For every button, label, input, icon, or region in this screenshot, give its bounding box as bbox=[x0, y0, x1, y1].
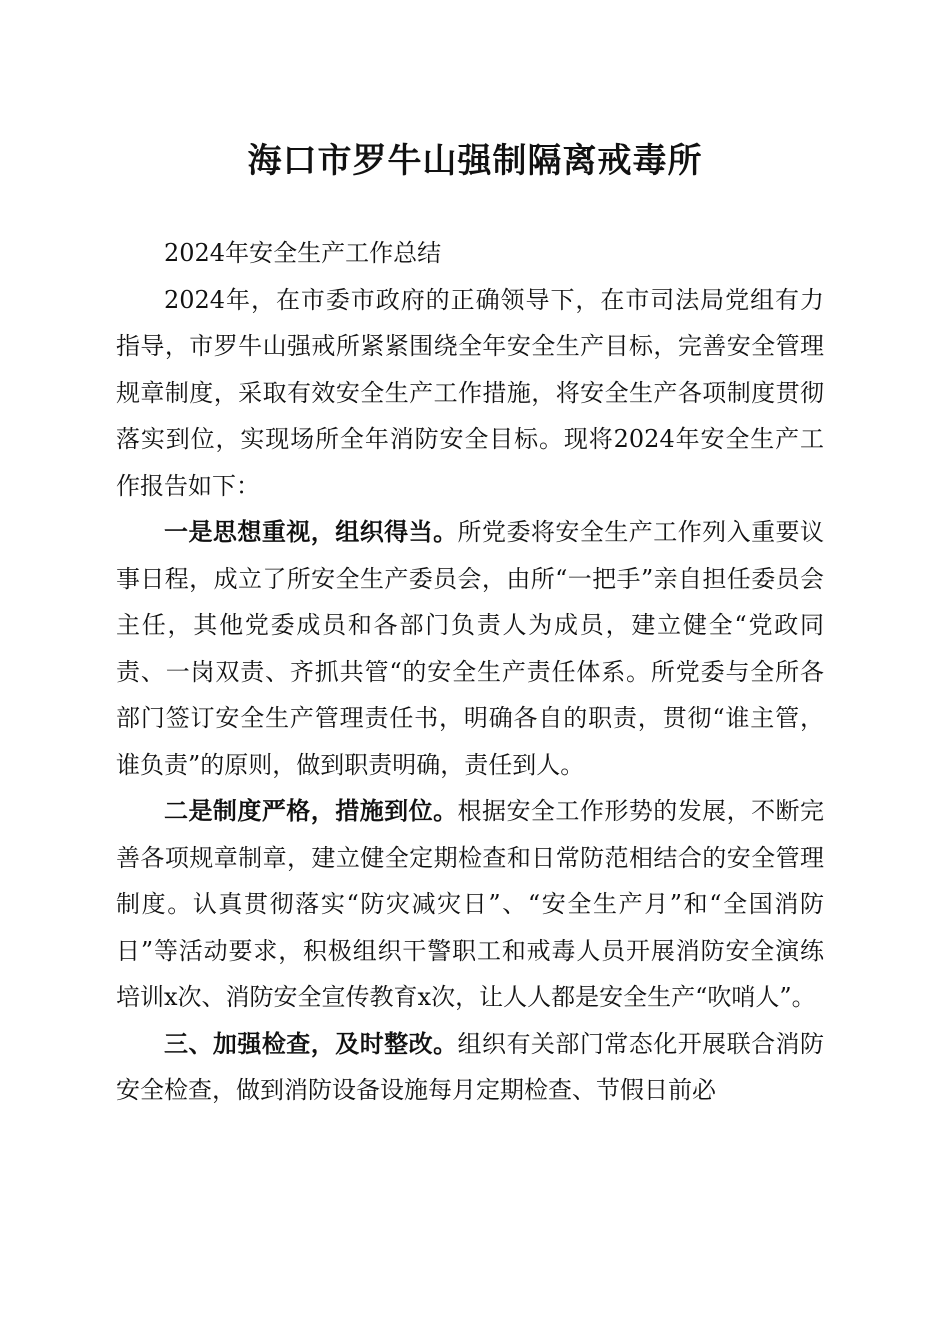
section-paragraph-2 bbox=[116, 788, 824, 1021]
section-text-1: 所党委将安全生产工作列入重要议事日程，成立了所安全生产委员会，由所“一把手”亲自担任委员会主任，其他党委成员和各部门负责人为成员，建立健全“党政同责、一岗双责、齐抓共管“的安全生产责任体系。所党委与全所各部门签订安全生产管理责任书，明确各自的职责，贯彻“谁主管，谁负责”的原则，做到职责明确，责任到人。 bbox=[116, 518, 825, 779]
section-text-2: 根据安全工作形势的发展，不断完善各项规章制章，建立健全定期检查和日常防范相结合的安全管理制度。认真贯彻落实“防灾减灾日”、“安全生产月”和“全国消防日”等活动要求，积极组织干警职工和戒毒人员开展消防安全演练培训x次、消防安全宣传教育x次，让人人都是安全生产“吹哨人”。 bbox=[116, 797, 825, 1011]
section-lead-3: 三、加强检查，及时整改。 bbox=[164, 1028, 458, 1058]
section-paragraph-1 bbox=[116, 509, 824, 788]
section-lead-2: 二是制度严格，措施到位。 bbox=[164, 796, 458, 825]
document-title: 海口市罗牛山强制隔离戒毒所 bbox=[247, 141, 703, 181]
document-body bbox=[116, 230, 824, 1114]
section-text-3: 组织有关部门常态化开展联合消防安全检查，做到消防设备设施每月定期检查、节假日前必 bbox=[116, 1029, 825, 1104]
section-lead-1: 一是思想重视，组织得当。 bbox=[164, 517, 458, 546]
section-paragraph-3 bbox=[116, 1021, 824, 1114]
intro-paragraph: 2024年，在市委市政府的正确领导下，在市司法局党组有力指导，市罗牛山强戒所紧紧围绕全年安全生产目标，完善安全管理规章制度，采取有效安全生产工作措施，将安全生产各项制度贯彻落实到位，实现场所全年消防安全目标。现将2024年安全生产工作报告如下： bbox=[116, 285, 824, 500]
document-subtitle: 2024年安全生产工作总结 bbox=[164, 239, 442, 267]
